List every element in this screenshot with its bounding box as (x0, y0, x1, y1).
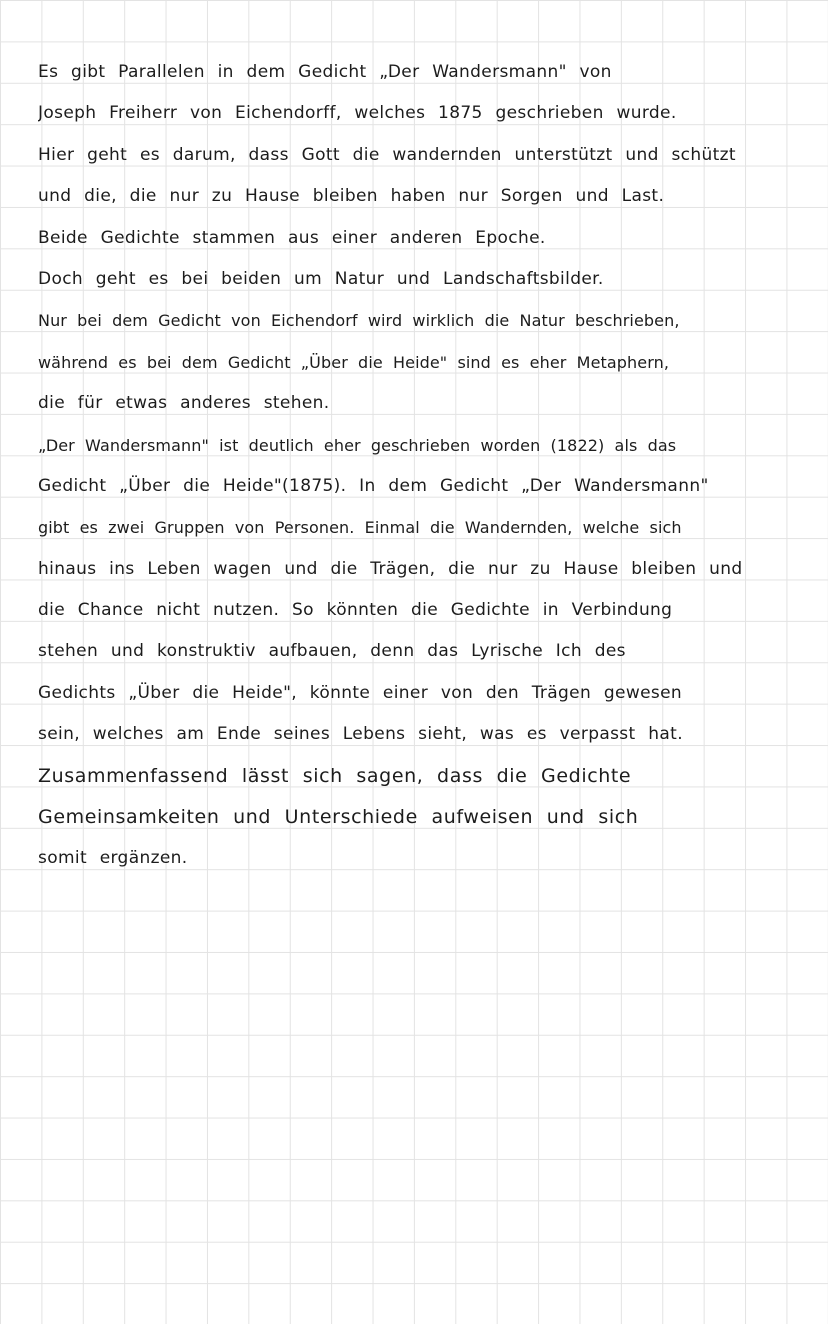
text-line-13: hinaus ins Leben wagen und die Trägen, die nur zu Hause bleiben und (38, 558, 743, 579)
text-line-14: die Chance nicht nutzen. So könnten die Gedichte in Verbindung (38, 600, 673, 621)
text-line-2: Joseph Freiherr von Eichendorff, welches 1875 geschrieben wurde. (38, 103, 677, 124)
text-line-7: Nur bei dem Gedicht von Eichendorf wird wirklich die Natur beschrieben, (38, 311, 680, 331)
text-line-11: Gedicht „Über die Heide"(1875). In dem Gedicht „Der Wandersmann" (38, 475, 709, 496)
text-line-1: Es gibt Parallelen in dem Gedicht „Der Wandersmann" von (38, 62, 612, 82)
text-line-8: während es bei dem Gedicht „Über die Heide" sind es eher Metaphern, (38, 352, 670, 372)
text-line-4: und die, die nur zu Hause bleiben haben nur Sorgen und Last. (38, 186, 665, 207)
text-line-20: somit ergänzen. (38, 848, 188, 869)
handwritten-text-block (38, 52, 824, 880)
text-line-17: sein, welches am Ende seines Lebens sieht, was es verpasst hat. (38, 724, 683, 745)
text-line-15: stehen und konstruktiv aufbauen, denn das Lyrische Ich des (38, 641, 626, 662)
text-line-5: Beide Gedichte stammen aus einer anderen Epoche. (38, 227, 546, 248)
text-line-10: „Der Wandersmann" ist deutlich eher geschrieben worden (1822) als das (38, 435, 677, 455)
text-line-16: Gedichts „Über die Heide", könnte einer von den Trägen gewesen (38, 682, 683, 703)
text-line-18: Zusammenfassend lässt sich sagen, dass die Gedichte (38, 764, 632, 787)
text-line-12: gibt es zwei Gruppen von Personen. Einmal die Wandernden, welche sich (38, 518, 682, 538)
text-line-19: Gemeinsamkeiten und Unterschiede aufweisen und sich (38, 806, 639, 829)
text-line-9: die für etwas anderes stehen. (38, 393, 330, 414)
text-line-6: Doch geht es bei beiden um Natur und Landschaftsbilder. (38, 268, 604, 289)
text-line-3: Hier geht es darum, dass Gott die wandernden unterstützt und schützt (38, 144, 736, 165)
